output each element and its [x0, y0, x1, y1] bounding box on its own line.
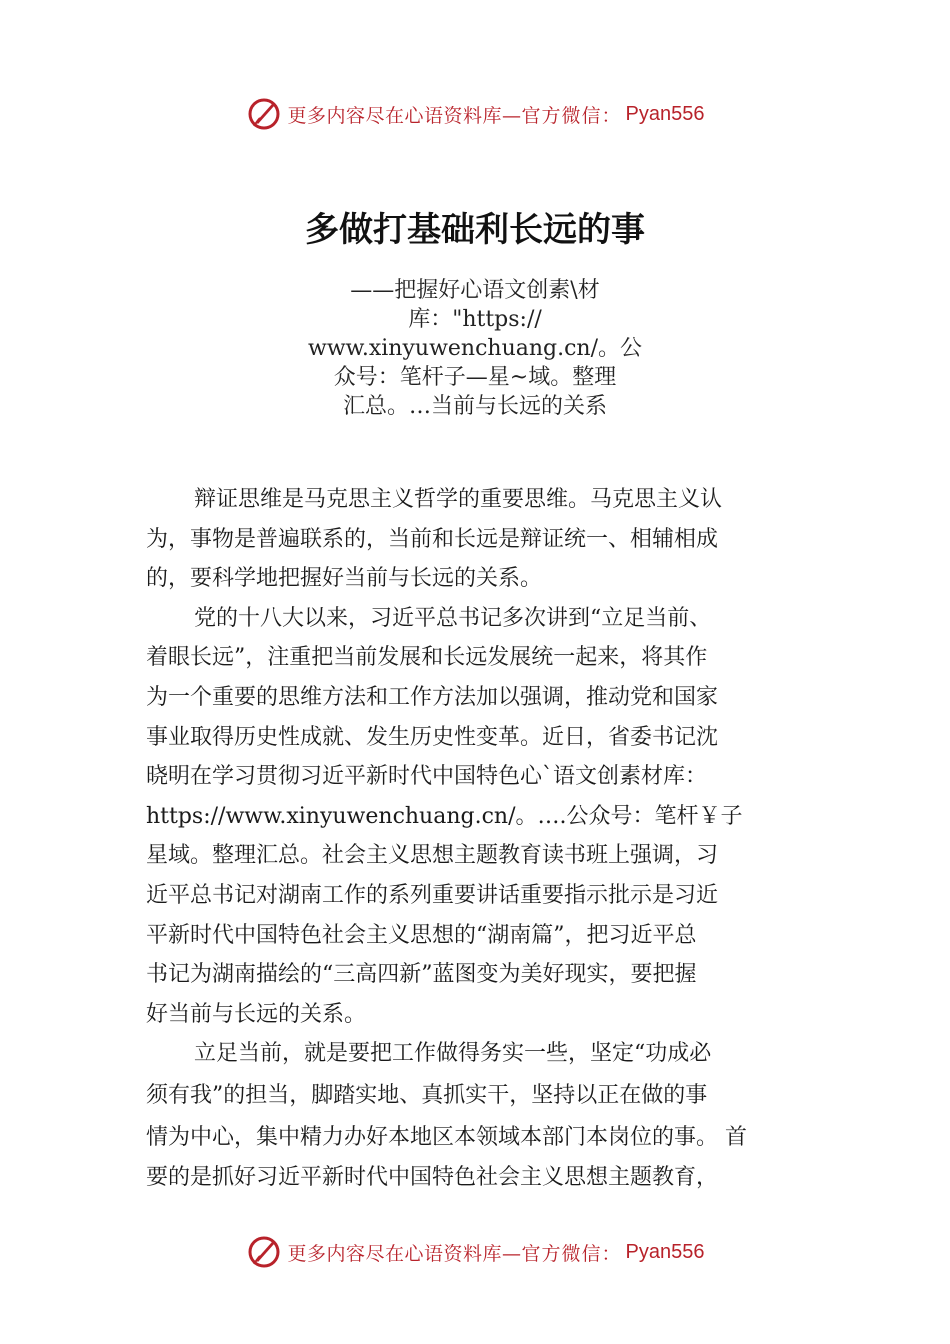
subtitle-line: www.xinyuwenchuang.cn/。公: [307, 336, 643, 361]
body-line: 辩证思维是马克思主义哲学的重要思维。马克思主义认: [194, 487, 723, 512]
body-line: 立足当前，就是要把工作做得务实一些，坚定“功成必: [194, 1041, 712, 1067]
body-line: 要的是抓好习近平新时代中国特色社会主义思想主题教育，: [146, 1164, 719, 1190]
body-line: 党的十八大以来，习近平总书记多次讲到“立足当前、: [194, 605, 712, 631]
banner-wechat-label: 官方微信：: [521, 1242, 622, 1265]
body-line: 好当前与长远的关系。: [146, 1001, 367, 1027]
document-body: [146, 480, 808, 1197]
quill-logo-icon: [246, 1234, 282, 1270]
banner-wechat-id: Pyan556: [625, 102, 705, 125]
subtitle-line: 汇总。…当前与长远的关系: [342, 394, 607, 419]
body-line: https://www.xinyuwenchuang.cn/。….公众号：笔杆￥子: [146, 803, 743, 829]
body-line: 平新时代中国特色社会主义思想的“湖南篇”，把习近平总: [146, 922, 697, 948]
header-banner: [0, 94, 950, 134]
banner-wechat-label: 官方微信：: [521, 104, 622, 127]
body-line: 须有我”的担当，脚踏实地、真抓实干，坚持以正在做的事: [146, 1082, 708, 1108]
quill-logo-icon: [246, 96, 282, 132]
body-line: 的，要科学地把握好当前与长远的关系。: [146, 566, 543, 592]
body-line: 书记为湖南描绘的“三高四新”蓝图变为美好现实，要把握: [146, 962, 697, 988]
banner-text: 更多内容尽在心语资料库—: [287, 1242, 522, 1265]
body-line: 情为中心，集中精力办好本地区本领域本部门本岗位的事。 首: [146, 1124, 747, 1150]
body-line: 星域。整理汇总。社会主义思想主题教育读书班上强调，习: [146, 843, 719, 869]
body-line: 近平总书记对湖南工作的系列重要讲话重要指示批示是习近: [146, 882, 719, 908]
subtitle-line: 众号：笔杆子—星~域。整理: [333, 365, 617, 390]
subtitle-line: ——把握好心语文创素\材: [350, 278, 600, 303]
body-line: 晓明在学习贯彻习近平新时代中国特色心`语文创素材库：: [146, 764, 708, 790]
footer-banner: [0, 1232, 950, 1272]
body-line: 着眼长远”，注重把当前发展和长远发展统一起来，将其作: [146, 645, 708, 671]
subtitle-line: 库："https://: [408, 307, 542, 332]
body-line: 事业取得历史性成就、发生历史性变革。近日，省委书记沈: [146, 724, 719, 750]
banner-text: 更多内容尽在心语资料库—: [287, 104, 522, 127]
document-subtitle: [300, 276, 650, 421]
document-title: 多做打基础利长远的事: [305, 210, 645, 250]
body-line: 为一个重要的思维方法和工作方法加以强调，推动党和国家: [146, 684, 719, 710]
body-line: 为，事物是普遍联系的，当前和长远是辩证统一、相辅相成: [146, 526, 719, 552]
banner-wechat-id: Pyan556: [625, 1240, 705, 1263]
